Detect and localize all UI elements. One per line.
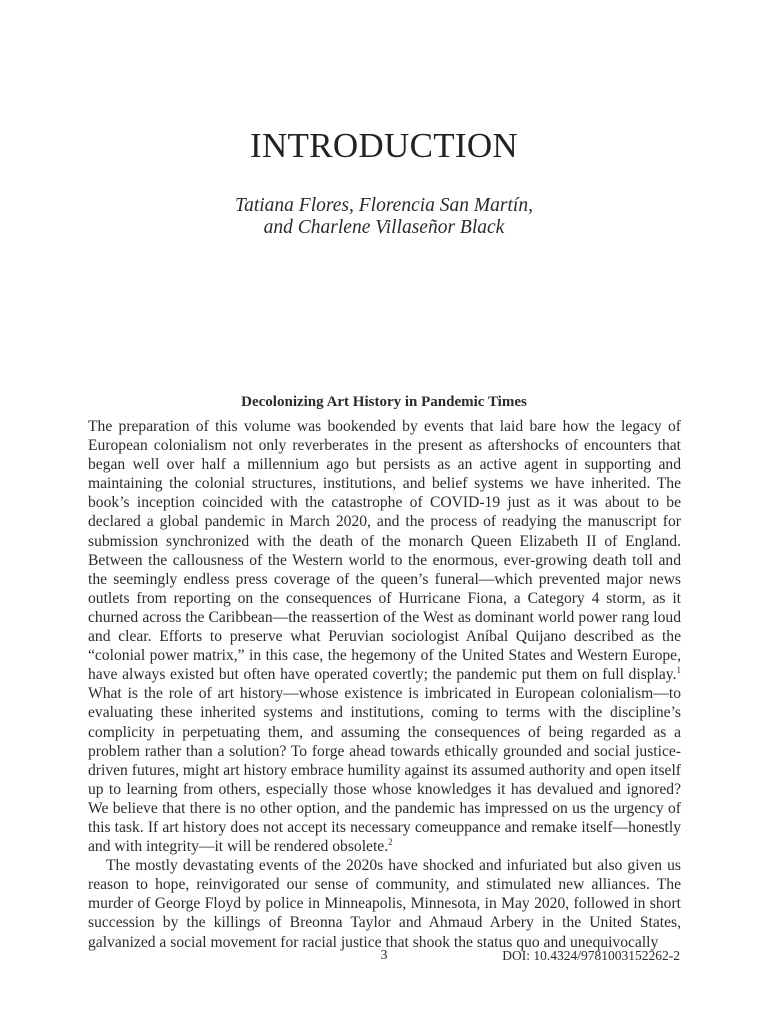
authors-line-2: and Charlene Villaseñor Black — [263, 217, 505, 238]
footnote-ref-2[interactable]: 2 — [388, 836, 393, 847]
authors-line-1: Tatiana Flores, Florencia San Martín, — [235, 195, 533, 216]
chapter-authors — [0, 195, 768, 239]
chapter-title: INTRODUCTION — [249, 126, 518, 165]
section-heading: Decolonizing Art History in Pandemic Times — [241, 394, 527, 410]
paragraph-1-part-1: The preparation of this volume was bookended by events that laid bare how the legacy of European colonialism not only reverberates in the present as aftershocks of encounters that began well over half a millennium ago but persists as an active agent in supporting and maintaining the colonial structures, institutions, and belief systems we have inherited. The book’s inception coincided with the catastrophe of COVID-19 just as it was about to be declared a global pandemic in March 2020, and the process of readying the manuscript for submission synchronized with the death of the monarch Queen Elizabeth II of England. Between the callousness of the Western world to the enormous, ever-growing death toll and the seemingly endless press coverage of the queen’s funeral—which prevented major news outlets from reporting on the consequences of Hurricane Fiona, a Category 4 storm, as it churned across the Caribbean—the reassertion of the West as dominant world power rang loud and clear. Efforts to preserve what Peruvian sociologist Aníbal Quijano described as the “colonial power matrix,” in this case, the hegemony of the United States and Western Europe, have always existed but often have operated covertly; the pandemic put them on full display. — [88, 418, 681, 684]
body-text — [88, 417, 681, 952]
paragraph-2: The mostly devastating events of the 2020s have shocked and infuriated but also given us reason to hope, reinvigorated our sense of community, and stimulated new alliances. The murder of George Floyd by police in Minneapolis, Minnesota, in May 2020, followed in short succession by the killings of Breonna Taylor and Ahmaud Arbery in the United States, galvanized a social movement for racial justice that shook the status quo and unequivocally — [88, 857, 681, 951]
footnote-ref-1[interactable]: 1 — [676, 665, 681, 676]
page-number: 3 — [380, 948, 388, 963]
paragraph-1 — [88, 417, 681, 856]
paragraph-1-part-2: What is the role of art history—whose existence is imbricated in European colonialism—to evaluating these inherited systems and institutions, coming to terms with the discipline’s complicity in perpetuating them, and assuming the consequences of being regarded as a problem rather than a solution? To forge ahead towards ethically grounded and social justice-driven futures, might art history embrace humility against its assumed authority and open itself up to learning from others, especially those whose knowledges it has devalued and ignored? We believe that there is no other option, and the pandemic has impressed on us the urgency of this task. If art history does not accept its necessary comeuppance and remake itself—honestly and with integrity—it will be rendered obsolete. — [88, 685, 681, 856]
doi-label: DOI: 10.4324/9781003152262-2 — [502, 948, 680, 963]
